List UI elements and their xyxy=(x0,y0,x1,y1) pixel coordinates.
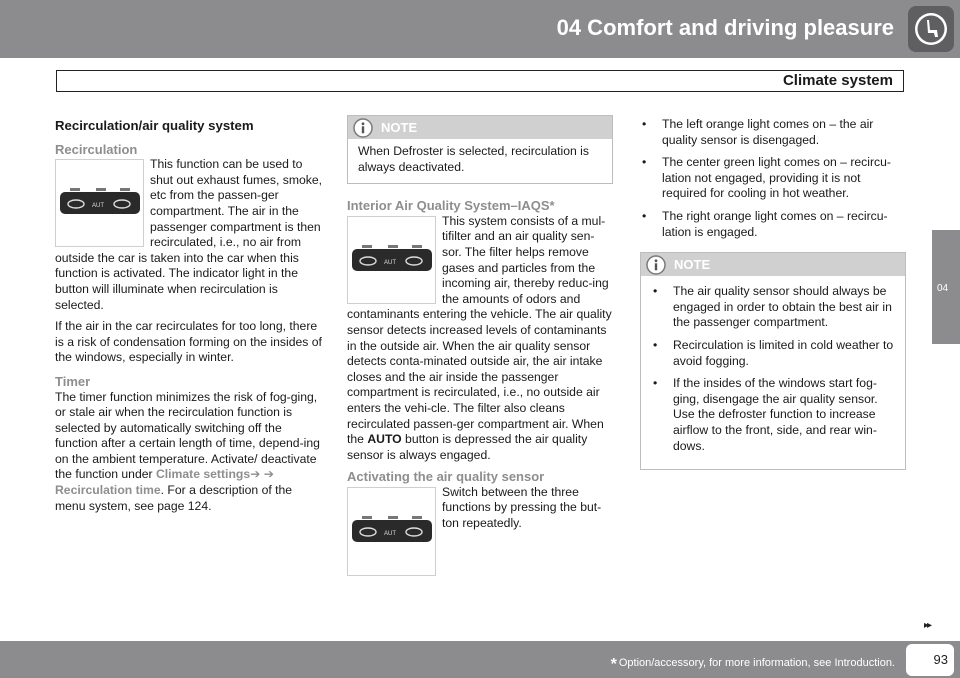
list-item: • The air quality sensor should always be engaged in order to obtain the best air in the passenger compartment. xyxy=(651,284,895,331)
info-icon xyxy=(353,118,373,138)
timer-text: The timer function minimizes the risk of fog-ging, or stale air when the recirculation function is selected by automatically switching off the function after a certain length of time, depend-ing on the ambient temperature. Activate/ deactivate the function under xyxy=(55,389,320,482)
chapter-tab[interactable] xyxy=(932,230,960,344)
iaqs-text-b: button is depressed the air quality sensor is always engaged. xyxy=(347,432,588,462)
note-box-defroster xyxy=(347,115,613,184)
note-body xyxy=(641,276,905,469)
footer-note-text: Option/accessory, for more information, see Introduction. xyxy=(618,657,895,669)
button-auto-text: AUT xyxy=(384,259,396,266)
activating-heading: Activating the air quality sensor xyxy=(347,469,545,485)
activating-button-image xyxy=(347,487,436,576)
recirculation-button-image xyxy=(55,159,144,247)
list-item: • The left orange light comes on – the air quality sensor is disengaged. xyxy=(640,117,906,148)
timer-paragraph xyxy=(55,390,323,515)
seat-icon xyxy=(908,6,954,52)
note-box-air-quality xyxy=(640,252,906,470)
next-page-arrows[interactable]: ▸▸ xyxy=(924,620,931,631)
page-number-box xyxy=(906,644,954,676)
asterisk: * xyxy=(610,656,617,673)
footer-note xyxy=(611,656,895,674)
list-item: • The center green light comes on – recircu-lation not engaged, providing it is not required for cooling in hot weather. xyxy=(640,155,906,202)
column-3 xyxy=(640,117,906,484)
recirculation-heading: Recirculation xyxy=(55,141,138,157)
page-number: 93 xyxy=(933,652,948,667)
recirculation-paragraph-2: If the air in the car recirculates for too long, there is a risk of condensation forming on the insides of the windows, especially in winter. xyxy=(55,319,322,365)
light-status-list xyxy=(640,117,906,240)
chapter-title: 04 Comfort and driving pleasure xyxy=(556,15,894,40)
activating-paragraph: Switch between the three functions by pressing the but-ton repeatedly. xyxy=(442,484,602,531)
timer-tail-text: . For a description of the menu system, see page 124. xyxy=(55,483,293,513)
chapter-tab-label: 04 xyxy=(937,283,949,294)
note-list xyxy=(651,284,895,454)
section-title: Climate system xyxy=(782,72,893,89)
list-item: • Recirculation is limited in cold weather to avoid fogging. xyxy=(651,338,895,369)
section-frame xyxy=(56,70,904,92)
column-1 xyxy=(55,118,323,520)
iaqs-button-image xyxy=(347,216,436,304)
auto-keyword: AUTO xyxy=(367,432,402,447)
info-icon xyxy=(646,255,666,275)
list-item: • The right orange light comes on – recircu-lation is engaged. xyxy=(640,209,906,240)
note-header xyxy=(348,116,612,139)
iaqs-text-a: This system consists of a mul-tifilter and an air quality sen-sor. The filter helps remove gases and particles from the incoming air, thereby reduc-ing the amounts of odors and contaminants entering the vehicle. The air quality sensor detects increased levels of contaminants in the outside air. When the air quality sensor detects conta-minated outside air, the air intake closes and the air inside the passenger compartment is recirculated, i.e., no outside air enters the vehi-cle. The filter also cleans recirculated passen-ger compartment air. When the xyxy=(347,213,612,447)
button-auto-text: AUT xyxy=(384,530,396,537)
climate-settings-link[interactable]: Climate settings➔ ➔ Recirculation time xyxy=(55,467,274,498)
recirculation-paragraph-1: This function can be used to shut out exhaust fumes, smoke, etc from the passen-ger compartment. The air in the passenger compartment is then recirculated, i.e., no air from outside the car is taken into the car when this function is activated. The indicator light in the button will illuminate when recirculation is selected. xyxy=(55,157,323,312)
header-bar xyxy=(0,0,960,58)
note-label: NOTE xyxy=(381,120,418,135)
note-label: NOTE xyxy=(674,257,711,273)
timer-heading: Timer xyxy=(55,373,91,389)
list-item: • If the insides of the windows start fog-ging, disengage the air quality sensor. Use the defroster function to increase airflow to the front, side, and rear win-dows. xyxy=(651,376,895,454)
main-heading: Recirculation/air quality system xyxy=(55,118,254,133)
footer-bar xyxy=(0,641,960,678)
note-header xyxy=(641,253,905,276)
note-text: When Defroster is selected, recirculation is always deactivated. xyxy=(358,144,589,174)
button-auto-text: AUT xyxy=(92,203,104,210)
iaqs-heading: Interior Air Quality System–IAQS* xyxy=(347,198,555,214)
column-2 xyxy=(347,115,613,578)
